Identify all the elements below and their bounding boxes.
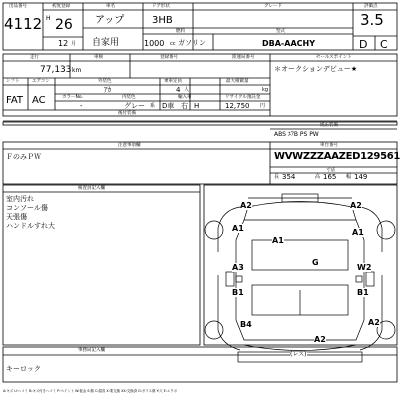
import-label: 輸入車 xyxy=(178,95,192,100)
ext-color: ｱｶ xyxy=(104,86,111,94)
fuel-label: 燃料 xyxy=(176,29,185,34)
sales-point-label: セールスポイント xyxy=(316,55,352,60)
load-unit: kg xyxy=(262,87,269,93)
car-name-label: 車名 xyxy=(106,4,115,9)
exterior-score: C xyxy=(380,38,388,51)
lot-label: 出品番号 xyxy=(9,4,27,9)
int-color-label: 内装色 xyxy=(122,95,136,100)
fuel-type: ガソリン xyxy=(178,39,206,47)
damage-mark: A1 xyxy=(272,236,284,245)
year-label: 初度登録 xyxy=(52,4,70,9)
score-label: 評価点 xyxy=(364,4,378,9)
recycle-label: リサイクル預託金 xyxy=(225,95,261,100)
import-hand: H xyxy=(194,102,200,110)
inspector-line: ハンドルすれ大 xyxy=(6,222,55,230)
import-type: D車 xyxy=(162,102,175,110)
dealer-text: キーロック xyxy=(6,365,41,373)
mileage-value: 77,133 xyxy=(40,65,72,75)
rear-note: (レス) xyxy=(290,351,307,358)
width-value: 149 xyxy=(354,173,368,181)
equipment-list: ABS ｴｱB PS PW xyxy=(274,131,319,138)
vin-number: WVWZZZAAZED129561 xyxy=(274,151,400,162)
cc-unit: cc xyxy=(170,41,176,47)
color-no: - xyxy=(80,102,83,110)
recycle-unit: 円 xyxy=(260,103,266,109)
mileage-label: 走行 xyxy=(30,55,39,60)
door-type: 3HB xyxy=(152,15,173,26)
inspector-line: 室内汚れ xyxy=(6,195,34,203)
regno-label: 陸運局番号 xyxy=(232,55,255,60)
shift-label: シフト xyxy=(6,79,20,84)
height-value: 165 xyxy=(323,173,337,181)
overall-score: 3.5 xyxy=(360,11,384,29)
damage-mark: A2 xyxy=(240,201,252,210)
model-code: DBA-AACHY xyxy=(262,39,315,48)
model-label: 型式 xyxy=(276,29,285,34)
mileage-unit: km xyxy=(72,67,82,74)
capacity-unit: 人 xyxy=(184,87,190,93)
load-label: 最大積載量 xyxy=(226,79,249,84)
damage-mark: A2 xyxy=(368,318,380,327)
damage-mark: W2 xyxy=(357,263,372,272)
equipment-label: 純正装備 xyxy=(320,123,338,128)
damage-legend: A:キズ U:ヘコミ B:キズ付きヘコミ P:ペイント W:板金 S:錆 C:腐食 X:要交換 XX:交換済 G:ガラス傷 Y:穴 E:エクボ xyxy=(3,389,178,393)
usage-type: 自家用 xyxy=(92,38,120,48)
notes-text: ＦのみＰＷ xyxy=(6,153,41,161)
inspector-line: 天張傷 xyxy=(6,213,27,221)
damage-mark: A3 xyxy=(232,263,244,272)
damage-mark: B1 xyxy=(232,288,244,297)
lot-number: 4112 xyxy=(4,15,43,33)
damage-mark: B4 xyxy=(240,320,252,329)
damage-mark: A1 xyxy=(352,228,364,237)
ac-value: AC xyxy=(32,95,46,106)
sales-point: ＊オークションデビュー★ xyxy=(274,65,358,73)
length-value: 354 xyxy=(282,173,296,181)
capacity-label: 乗車定員 xyxy=(164,79,182,84)
import-handle: 右 xyxy=(181,102,188,110)
color-no-label: カラーNo. xyxy=(62,95,83,100)
month-value: 12 xyxy=(58,39,69,48)
damage-mark: A2 xyxy=(314,335,326,344)
dealer-label: 事務局記入欄 xyxy=(78,348,105,353)
car-name: アップ xyxy=(95,15,125,26)
damage-mark: A2 xyxy=(350,201,362,210)
grade-label: グレード xyxy=(264,4,282,9)
height-label: 高 xyxy=(315,174,321,180)
shift-value: FAT xyxy=(6,95,24,106)
registration-label: 登録番号 xyxy=(160,55,178,60)
rear-equip-label: 後付装備 xyxy=(118,111,136,116)
month-unit: 月 xyxy=(71,41,77,47)
recycle-amount: 12,750 xyxy=(225,102,250,110)
vin-label: 車台番号 xyxy=(320,143,338,148)
damage-mark: B1 xyxy=(357,288,369,297)
inspector-label: 検査員記入欄 xyxy=(78,186,105,191)
year-era: H xyxy=(46,15,51,22)
damage-mark: A1 xyxy=(232,224,244,233)
inspector-line: コンソール傷 xyxy=(6,204,48,212)
ac-label: エアコン xyxy=(32,79,50,84)
capacity-value: 4 xyxy=(176,86,181,94)
damage-mark: G xyxy=(312,258,319,267)
interior-score: D xyxy=(359,38,368,51)
int-color: グレー xyxy=(124,102,145,110)
displacement: 1000 xyxy=(144,39,165,48)
ext-color-label: 外装色 xyxy=(98,79,112,84)
shaken-label: 車検 xyxy=(94,55,103,60)
width-label: 幅 xyxy=(346,174,352,180)
year-value: 26 xyxy=(55,17,73,33)
dims-label: 寸法 xyxy=(326,168,335,173)
notes-label: 注意事項欄 xyxy=(118,143,141,148)
int-color-suffix: 系 xyxy=(150,103,156,109)
length-label: 長 xyxy=(274,174,280,180)
door-label: ドア形状 xyxy=(152,4,170,9)
